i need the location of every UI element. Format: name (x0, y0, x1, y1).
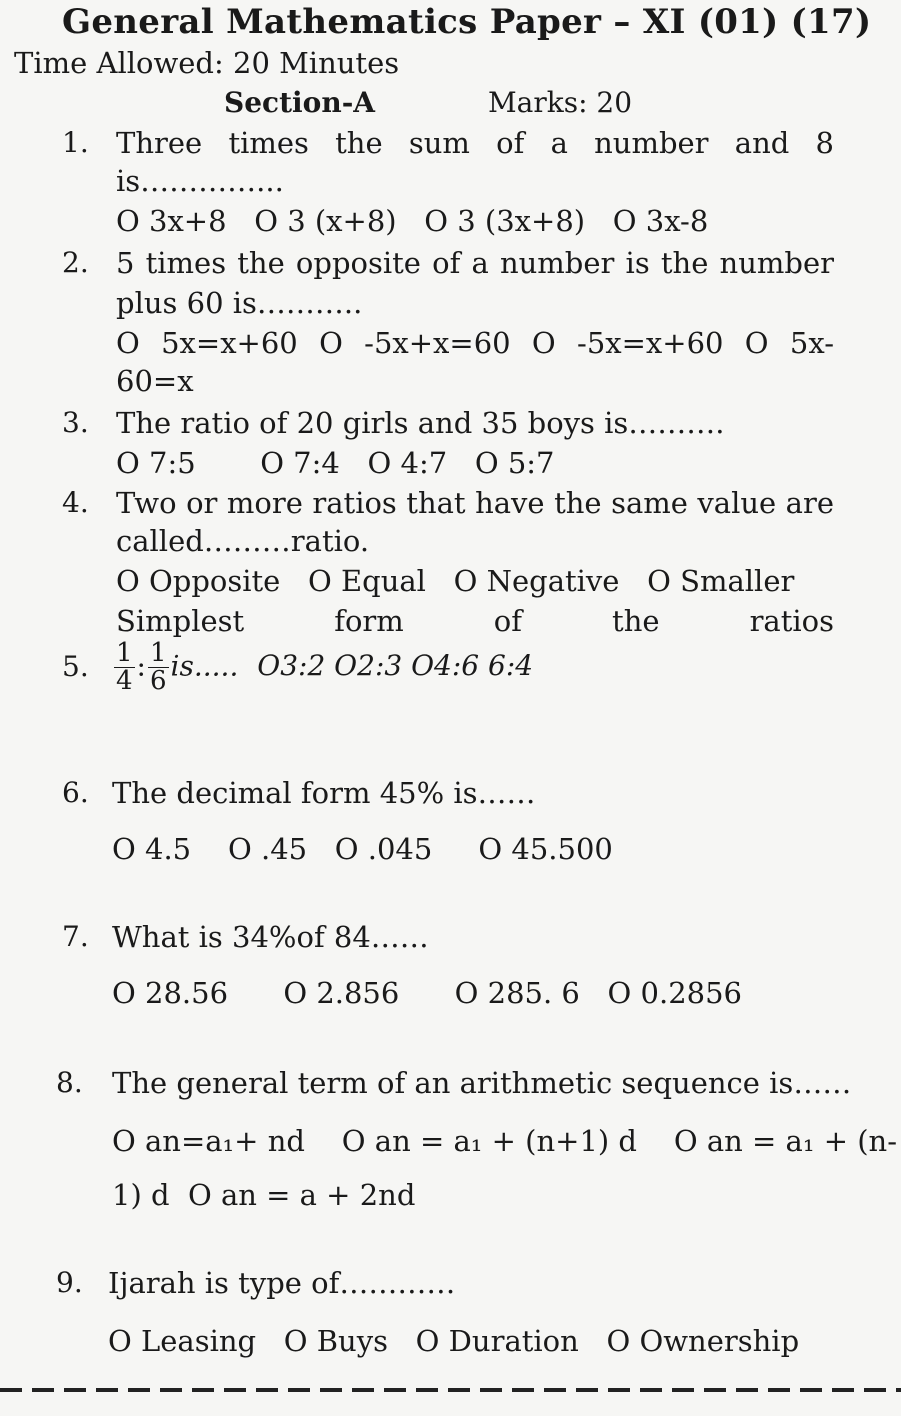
ratio-colon: : (136, 649, 146, 683)
fraction-one-sixth: $\frac{1}{6}$ (149, 638, 167, 697)
question-text: Two or more ratios that have the same value are (116, 486, 834, 520)
question-options: O 28.56 O 2.856 O 285. 6 O 0.2856 (112, 976, 742, 1010)
question-number: 9. (56, 1266, 83, 1299)
question-number: 7. (62, 920, 89, 953)
time-allowed: Time Allowed: 20 Minutes (14, 46, 400, 80)
question-text: Three times the sum of a number and 8 (116, 126, 834, 160)
question-number: 3. (62, 406, 89, 439)
question-text: plus 60 is……….. (116, 286, 363, 320)
question-options: O 3x+8 O 3 (x+8) O 3 (3x+8) O 3x-8 (116, 204, 709, 238)
question-number: 1. (62, 126, 89, 159)
question-text: Ijarah is type of………… (108, 1266, 456, 1300)
marks-label: Marks: 20 (488, 86, 633, 119)
question-number: 2. (62, 246, 89, 279)
question-text: What is 34%of 84…… (112, 920, 429, 954)
question-options: O 5x=x+60 O -5x+x=60 O -5x=x+60 O 5x- (116, 326, 834, 360)
question-number: 5. (62, 650, 89, 683)
question-text: The ratio of 20 girls and 35 boys is………. (116, 406, 725, 440)
question-text: is…………... (116, 164, 284, 198)
question-options: 1) d O an = a + 2nd (112, 1178, 416, 1212)
question-options: 60=x (116, 364, 194, 398)
question-number: 6. (62, 776, 89, 809)
question-options: O Leasing O Buys O Duration O Ownership (108, 1324, 800, 1358)
question-options: O3:2 O2:3 O4:6 6:4 (257, 649, 534, 683)
question-options: O Opposite O Equal O Negative O Smaller (116, 564, 795, 598)
question-text: The decimal form 45% is…… (112, 776, 536, 810)
ratio-expression (112, 640, 533, 696)
question-tail: is..... (170, 649, 239, 683)
fraction-one-quarter: $\frac{1}{4}$ (116, 638, 133, 697)
dashed-divider (0, 1388, 901, 1392)
question-text: 5 times the opposite of a number is the number (116, 246, 834, 280)
question-text: called………ratio. (116, 524, 370, 558)
question-number: 4. (62, 486, 89, 519)
question-text: The general term of an arithmetic sequence is…… (112, 1066, 852, 1100)
question-number: 8. (56, 1066, 83, 1099)
question-text: Simplest form of the ratios (116, 604, 834, 638)
paper-title: General Mathematics Paper – XI (01) (17) (62, 2, 872, 42)
section-heading: Section-A (224, 86, 376, 119)
question-options: O 4.5 O .45 O .045 O 45.500 (112, 832, 613, 866)
question-options: O 7:5 O 7:4 O 4:7 O 5:7 (116, 446, 555, 480)
question-options: O an=a₁+ nd O an = a₁ + (n+1) d O an = a₁ + (n- (112, 1124, 897, 1158)
